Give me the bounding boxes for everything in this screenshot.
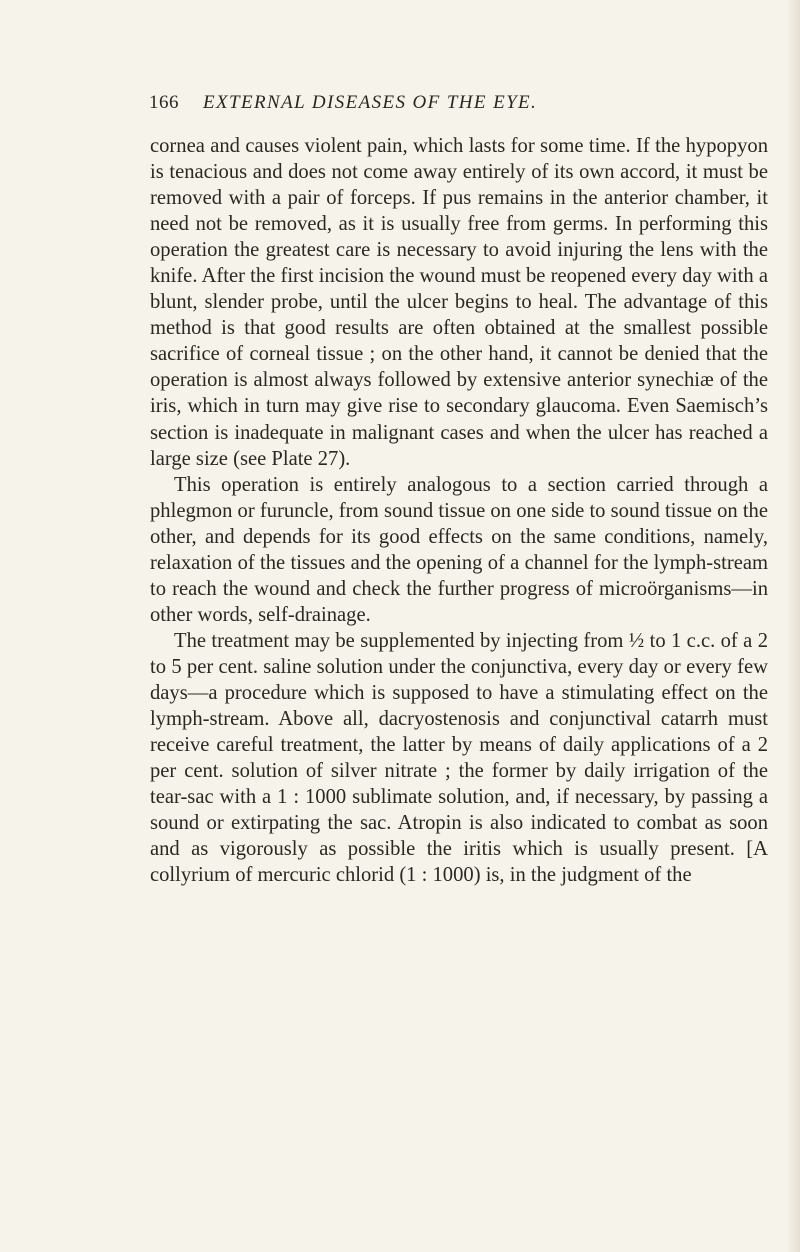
page-number: 166 <box>149 92 179 113</box>
paragraph-continuation: cornea and causes violent pain, which lasts for some time. If the hypopyon is tenacious and does not come away entirely of its own accord, it must be removed with a pair of forceps. If pus remains in the anterior chamber, it need not be removed, as it is usually free from germs. In performing this operation the greatest care is necessary to avoid injuring the lens with the knife. After the first incision the wound must be reopened every day with a blunt, slender probe, until the ulcer begins to heal. The advantage of this method is that good results are often obtained at the smallest possible sacrifice of corneal tissue ; on the other hand, it cannot be denied that the operation is almost always followed by extensive anterior synechiæ of the iris, which in turn may give rise to secondary glaucoma. Even Saemisch’s section is inadequate in malignant cases and when the ulcer has reached a large size (see Plate 27). <box>150 135 768 470</box>
page-edge-shadow <box>786 0 800 1252</box>
paragraph-treatment: The treatment may be supplemented by injecting from ½ to 1 c.c. of a 2 to 5 per cent. saline solution under the conjunctiva, every day or every few days—a procedure which is supposed to have a stimulating effect on the lymph-stream. Above all, dacryostenosis and conjunctival catarrh must receive careful treatment, the latter by means of daily applications of a 2 per cent. solution of silver nitrate ; the former by daily irrigation of the tear-sac with a 1 : 1000 sublimate solution, and, if necessary, by passing a sound or extirpating the sac. Atropin is also indicated to combat as soon and as vigorously as possible the iritis which is usually present. [A collyrium of mercuric chlorid (1 : 1000) is, in the judgment of the <box>150 629 768 887</box>
running-title: EXTERNAL DISEASES OF THE EYE. <box>203 92 538 113</box>
paragraph-operation-analogy: This operation is entirely analogous to a section carried through a phlegmon or furuncle, from sound tissue on one side to sound tissue on the other, and depends for its good effects on the same conditions, namely, relaxation of the tissues and the opening of a channel for the lymph-stream to reach the wound and check the further progress of microörganisms—in other words, self-drainage. <box>150 473 768 626</box>
body-text <box>150 133 768 888</box>
page-header <box>149 92 709 122</box>
